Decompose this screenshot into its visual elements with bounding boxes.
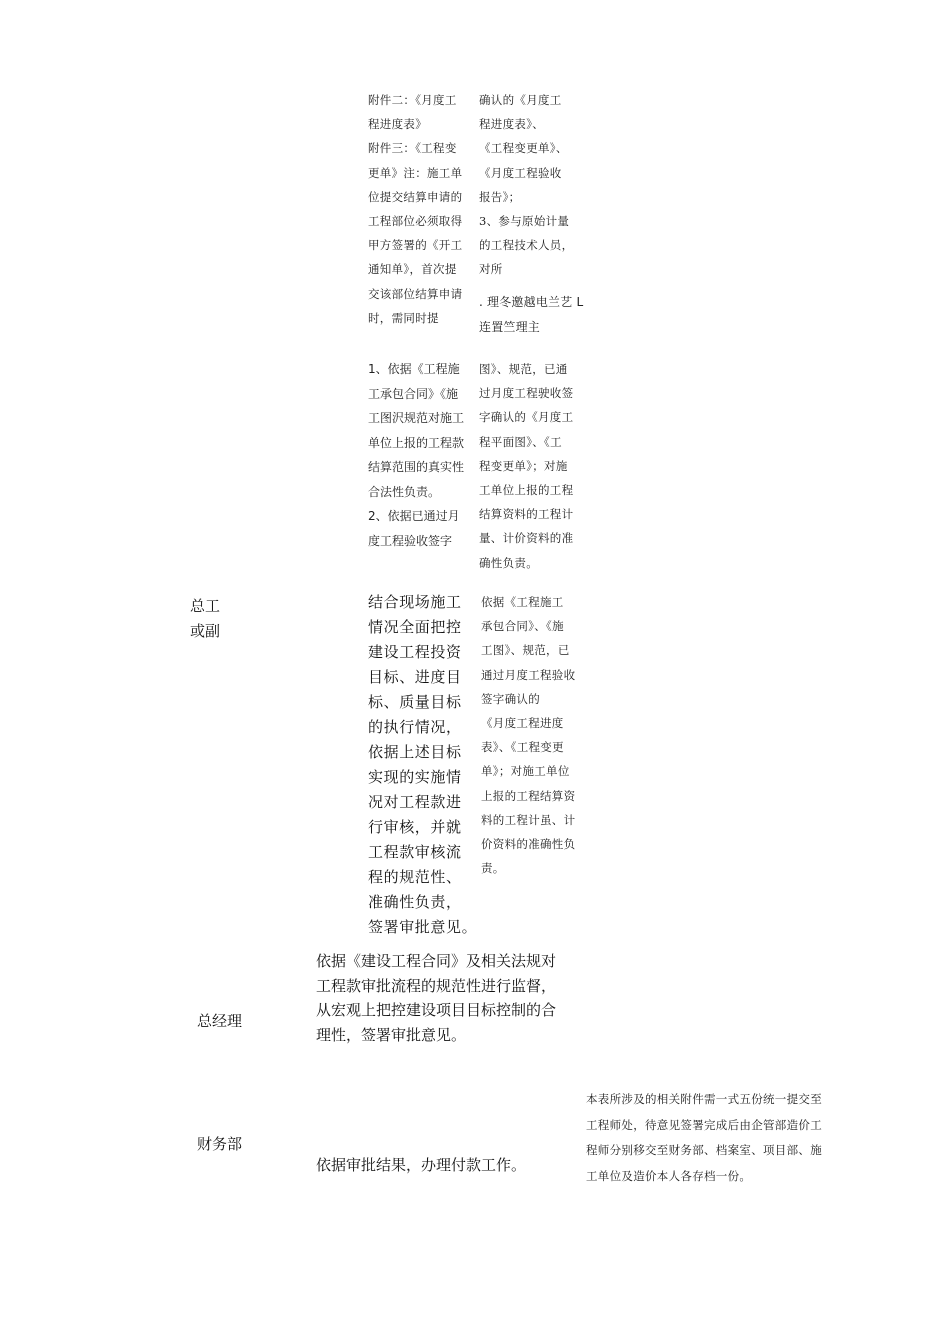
general-manager-duty-text: 依据《建设工程合同》及相关法规对 工程款审批流程的规范性进行监督， 从宏观上把控建设项目目标控制的合 理性，签署审批意见。	[316, 952, 557, 1044]
drawing-responsibility-text: 图》、规范，已通 过月度工程驶收签 字确认的《月度工 程平面图》、《工 程变更单》；对施 工单位上报的工程 结算资料的工程计 量、计价资料的准 确性负责。	[479, 362, 574, 570]
chief-engineer-basis-text: 依据《工程施工 承包合同》、《施 工图》、规范，已 通过月度工程验收 签字确认的 《月度工程进度 表》、《工程变更 单》；对施工单位 上报的工程结算资 料的工程计虽、计 价资料的准确性负 责。	[481, 595, 576, 876]
garbled-ocr-text: . 理冬邀越电兰艺 L 连置竺理主	[479, 295, 584, 334]
finance-department-duty-text: 依据审批结果，办理付款工作。	[316, 1156, 527, 1174]
archive-note-text: 本表所涉及的相关附件需一式五份统一提交至 工程师处，待意见签署完成后由企管部造价工 程师分别移交至财务部、档案室、项目部、施 工单位及造价本人各存档一份。	[586, 1092, 822, 1183]
general-manager-label: 总经理	[197, 1012, 243, 1030]
confirmed-documents-text: 确认的《月度工 程进度表》、 《工程变更单》、 《月度工程验收 报告》； 3、参与原始计量 的工程技术人员， 对所	[479, 93, 574, 277]
chief-engineer-duty-text: 结合现场施工 情况全面把控 建设工程投资 目标、进度目 标、质量目标 的执行情况， 依据上述目标 实现的实施情 况对工程款进 行审核，并就 工程款审核流 程的规范性、 准确性负责， 签署审批意见。	[368, 593, 478, 936]
chief-engineer-label: 总工 或副	[190, 597, 221, 640]
attachment-notes-text: 附件二：《月度工 程进度表》 附件三：《工程变 更单》注：施工单 位提交结算申请的 工程部位必须取得 甲方签署的《开工 通知单》，首次提 交该部位结算申请 时，需同时提	[368, 93, 463, 325]
contract-responsibility-text: 1、依据《工程施 工承包合同》《施 工图沢规范对施工 单位上报的工程款 结算范围的真实性 合法性负责。 2、依据已通过月 度工程验收签字	[368, 362, 465, 548]
finance-department-label: 财务部	[197, 1135, 243, 1153]
